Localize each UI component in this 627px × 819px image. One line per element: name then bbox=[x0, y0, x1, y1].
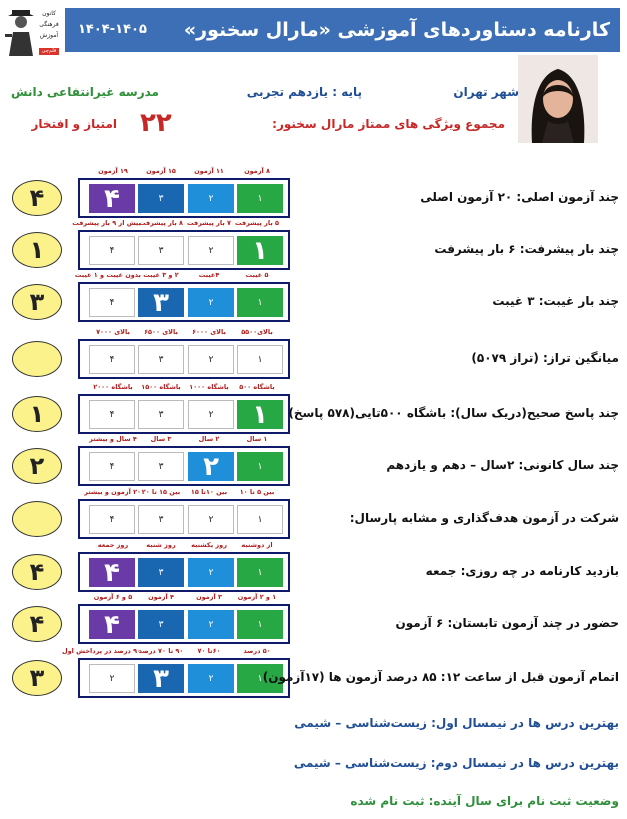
level-cell: ۱ bbox=[237, 400, 283, 429]
logo-text-3: آموزش bbox=[39, 32, 59, 39]
level-cell: ۳ bbox=[138, 184, 184, 213]
level-cell: ۴ bbox=[89, 184, 135, 213]
level-box bbox=[78, 604, 290, 644]
graduate-figure-icon bbox=[4, 4, 38, 58]
cell-label: ۵ غیبت bbox=[245, 271, 269, 279]
level-cell: ۲ bbox=[188, 664, 234, 693]
level-cell: ۲ bbox=[89, 664, 135, 693]
registration-status: وضعیت ثبت نام برای سال آینده: ثبت نام شده bbox=[350, 794, 619, 808]
level-cell: ۴ bbox=[89, 288, 135, 317]
logo-brand-tag bbox=[39, 48, 59, 55]
cell-label: ۴غیبت bbox=[198, 271, 220, 279]
level-cell: ۳ bbox=[138, 236, 184, 265]
cell-label: روز یکشنبه bbox=[191, 541, 227, 549]
level-cell: ۳ bbox=[138, 558, 184, 587]
academic-years: ۱۴۰۴-۱۴۰۵ bbox=[78, 22, 147, 37]
cell-label: ۱ و ۲ آزمون bbox=[237, 593, 277, 601]
cell-label: ۵ و ۶ آزمون bbox=[93, 593, 133, 601]
level-cell: ۴ bbox=[89, 452, 135, 481]
cell-label: ۴ سال و بیشتر bbox=[89, 435, 137, 443]
achievement-question: اتمام آزمون قبل از ساعت ۱۲: ۸۵ درصد آزمون ها (۱۷آزمون) bbox=[262, 670, 619, 684]
header bbox=[0, 0, 627, 62]
cell-label: از دوشنبه bbox=[241, 541, 273, 549]
cell-label: ۶۰تا ۷۰ bbox=[197, 647, 221, 655]
level-box bbox=[78, 230, 290, 270]
achievement-question: حضور در چند آزمون تابستان: ۶ آزمون bbox=[395, 616, 619, 630]
level-box bbox=[78, 178, 290, 218]
level-cell: ۱ bbox=[237, 345, 283, 374]
level-cell: ۲ bbox=[188, 345, 234, 374]
logo bbox=[4, 4, 60, 58]
score-circle: ۲ bbox=[12, 448, 62, 484]
cell-label: ۳ آزمون bbox=[196, 593, 222, 601]
level-cell: ۱ bbox=[237, 452, 283, 481]
cell-label: ۲ سال bbox=[198, 435, 220, 443]
score-circle: ۳ bbox=[12, 284, 62, 320]
level-cell: ۱ bbox=[237, 610, 283, 639]
level-box bbox=[78, 499, 290, 539]
level-cell: ۲ bbox=[188, 558, 234, 587]
level-cell: ۲ bbox=[188, 610, 234, 639]
level-cell: ۱ bbox=[237, 505, 283, 534]
cell-label: ۱۵ آزمون bbox=[146, 167, 176, 175]
cell-label: ۵۰ درصد bbox=[243, 647, 271, 655]
cell-label: باشگاه ۲۰۰۰ bbox=[93, 383, 133, 391]
best-subjects-first-half: بهترین درس ها در نیمسال اول: زیست‌شناسی – شیمی bbox=[294, 716, 619, 730]
level-cell: ۳ bbox=[138, 664, 184, 693]
cell-label: بین ۱۰تا ۱۵ bbox=[190, 488, 228, 496]
level-box bbox=[78, 446, 290, 486]
cell-label: ۷ بار پیشرفت bbox=[186, 219, 231, 227]
logo-text-1: کانون bbox=[42, 10, 56, 17]
cell-label: باشگاه ۱۵۰۰ bbox=[141, 383, 181, 391]
achievement-question: چند بار غیبت: ۳ غیبت bbox=[492, 294, 619, 308]
total-score: ۲۲ bbox=[140, 108, 172, 138]
score-circle: ۳ bbox=[12, 660, 62, 696]
level-cell: ۲ bbox=[188, 505, 234, 534]
cell-label: ۹۰ درصد در پرداخش اول bbox=[61, 647, 141, 655]
student-photo bbox=[518, 55, 598, 143]
level-cell: ۳ bbox=[138, 400, 184, 429]
logo-text-2: فرهنگی bbox=[39, 21, 59, 28]
level-cell: ۳ bbox=[138, 288, 184, 317]
achievement-question: میانگین تراز: (تراز ۵۰۷۹) bbox=[471, 351, 619, 365]
level-cell: ۴ bbox=[89, 345, 135, 374]
level-cell: ۴ bbox=[89, 400, 135, 429]
level-box bbox=[78, 282, 290, 322]
cell-label: ۱۹ آزمون bbox=[98, 167, 128, 175]
score-circle: ۴ bbox=[12, 606, 62, 642]
level-box bbox=[78, 552, 290, 592]
level-cell: ۴ bbox=[89, 236, 135, 265]
city: شهر تهران bbox=[453, 85, 519, 99]
achievement-question: چند بار پیشرفت: ۶ بار پیشرفت bbox=[434, 242, 619, 256]
cell-label: بدون غیبت و ۱ غیبت bbox=[74, 271, 141, 279]
cell-label: باشگاه ۱۰۰۰ bbox=[189, 383, 229, 391]
cell-label: ۲ و ۳ غیبت bbox=[143, 271, 179, 279]
grade: پایه : یازدهم تجربی bbox=[246, 85, 362, 99]
level-cell: ۱ bbox=[237, 236, 283, 265]
cell-label: ۹۰ تا ۷۰ درصد bbox=[138, 647, 184, 655]
level-cell: ۱ bbox=[237, 664, 283, 693]
level-box bbox=[78, 394, 290, 434]
cell-label: ۸ بار پیشرفت bbox=[138, 219, 183, 227]
level-cell: ۳ bbox=[138, 505, 184, 534]
level-cell: ۴ bbox=[89, 610, 135, 639]
page-title: کارنامه دستاوردهای آموزشی «مارال سخنور» bbox=[183, 19, 610, 41]
cell-label: ۱۱ آزمون bbox=[194, 167, 224, 175]
cell-label: روز جمعه bbox=[97, 541, 129, 549]
level-cell: ۲ bbox=[188, 400, 234, 429]
score-circle: ۱ bbox=[12, 396, 62, 432]
cell-label: بالای ۶۵۰۰ bbox=[144, 328, 178, 336]
level-cell: ۳ bbox=[138, 610, 184, 639]
score-circle: ۴ bbox=[12, 180, 62, 216]
level-cell: ۲ bbox=[188, 452, 234, 481]
level-cell: ۲ bbox=[188, 236, 234, 265]
achievement-question: چند پاسخ صحیح(دریک سال): باشگاه ۵۰۰تایی(۵۷۸ پاسخ) bbox=[288, 406, 619, 420]
cell-label: بین ۵ تا ۱۰ bbox=[239, 488, 275, 496]
logo-brand-text: قلم‌چی bbox=[41, 48, 57, 54]
best-subjects-second-half: بهترین درس ها در نیمسال دوم: زیست‌شناسی – شیمی bbox=[293, 756, 619, 770]
cell-label: ۳ سال bbox=[150, 435, 172, 443]
cell-label: بالای ۶۰۰۰ bbox=[192, 328, 226, 336]
level-cell: ۱ bbox=[237, 288, 283, 317]
level-cell: ۳ bbox=[138, 345, 184, 374]
score-circle bbox=[12, 341, 62, 377]
achievement-question: چند سال کانونی: ۲سال – دهم و یازدهم bbox=[386, 458, 619, 472]
cell-label: بالای ۷۰۰۰ bbox=[96, 328, 130, 336]
cell-label: ۴ آزمون bbox=[148, 593, 174, 601]
cell-label: ۲۰ آزمون و بیشتر bbox=[84, 488, 141, 496]
cell-label: ۸ آزمون bbox=[244, 167, 270, 175]
cell-label: بالای۵۵۰۰ bbox=[241, 328, 273, 336]
achievement-question: بازدید کارنامه در چه روزی: جمعه bbox=[425, 564, 619, 578]
achievement-question: شرکت در آزمون هدف‌گذاری و مشابه پارسال: bbox=[349, 511, 619, 525]
level-cell: ۱ bbox=[237, 558, 283, 587]
cell-label: ۱ سال bbox=[246, 435, 268, 443]
level-box bbox=[78, 658, 290, 698]
score-circle bbox=[12, 501, 62, 537]
cell-label: بین ۱۵ تا ۲۰ bbox=[141, 488, 181, 496]
score-circle: ۱ bbox=[12, 232, 62, 268]
points-label: امتیاز و افتخار bbox=[31, 117, 117, 131]
level-cell: ۲ bbox=[188, 288, 234, 317]
achievement-question: چند آزمون اصلی: ۲۰ آزمون اصلی bbox=[420, 190, 619, 204]
cell-label: باشگاه ۵۰۰ bbox=[239, 383, 275, 391]
cell-label: ۵ بار پیشرفت bbox=[234, 219, 279, 227]
level-cell: ۴ bbox=[89, 505, 135, 534]
school-name: مدرسه غیرانتفاعی دانش bbox=[10, 85, 159, 99]
student-portrait-icon bbox=[518, 55, 598, 143]
cell-label: روز شنبه bbox=[146, 541, 176, 549]
level-cell: ۳ bbox=[138, 452, 184, 481]
level-cell: ۴ bbox=[89, 558, 135, 587]
level-cell: ۱ bbox=[237, 184, 283, 213]
level-box bbox=[78, 339, 290, 379]
total-features-label: مجموع ویژگی های ممتاز مارال سخنور: bbox=[272, 117, 505, 131]
score-circle: ۴ bbox=[12, 554, 62, 590]
level-cell: ۲ bbox=[188, 184, 234, 213]
cell-label: بیش از ۹ بار پیشرفت bbox=[72, 219, 141, 227]
